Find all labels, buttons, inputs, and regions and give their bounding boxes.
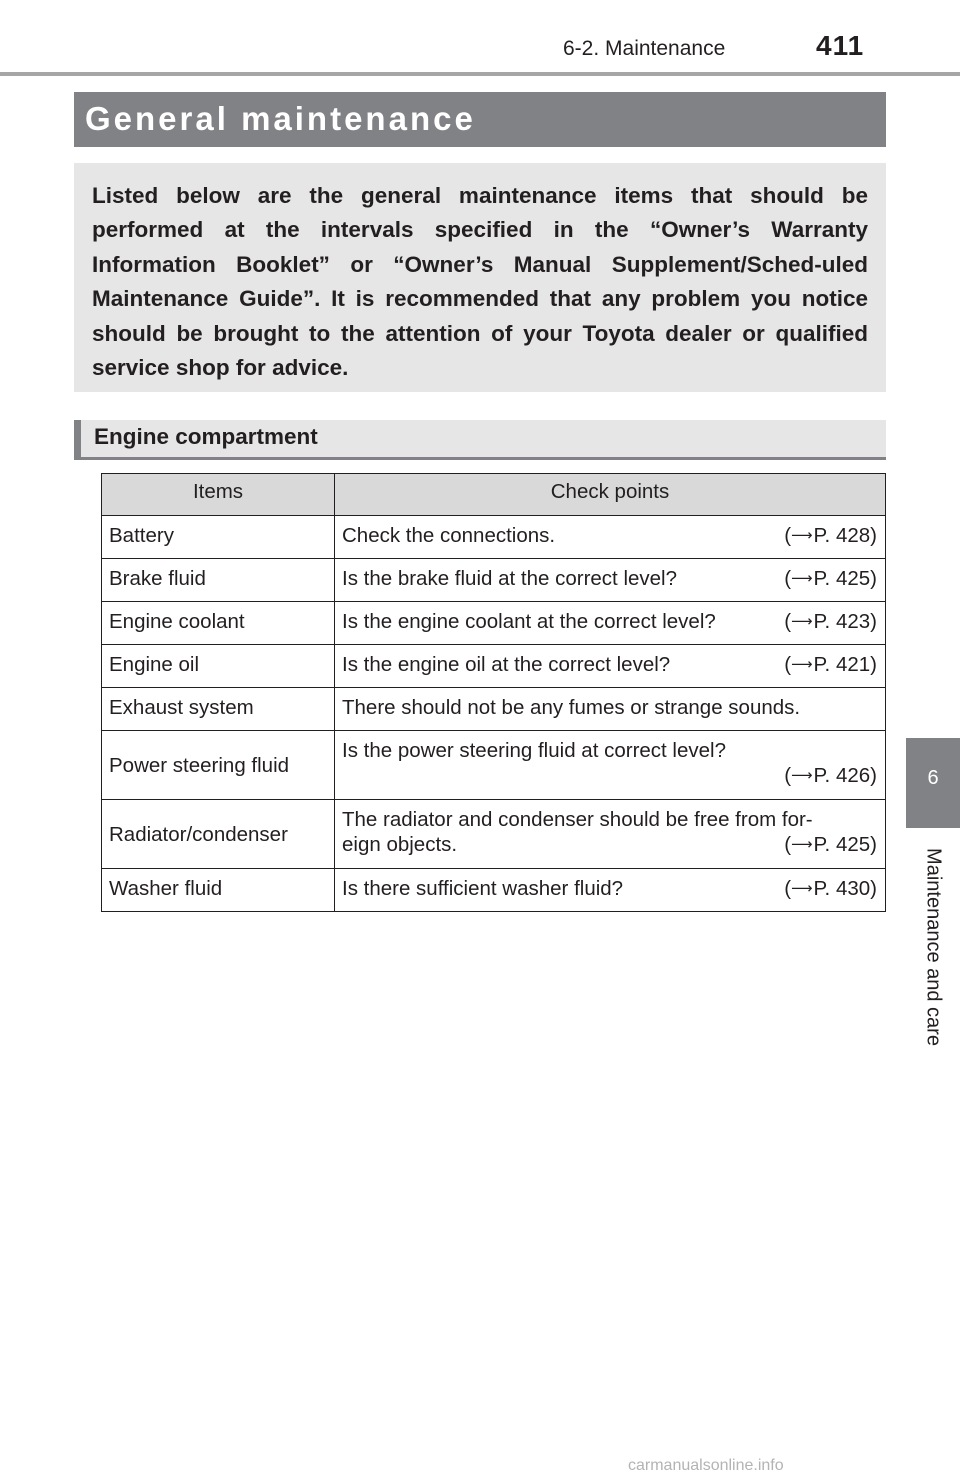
check-text: Is the brake fluid at the correct level? bbox=[342, 567, 678, 590]
check-cell bbox=[335, 688, 886, 731]
page-reference: (⟶P. 425) bbox=[784, 833, 877, 856]
check-text: Is the power steering fluid at correct level? bbox=[342, 739, 726, 762]
arrow-right-icon: ⟶ bbox=[791, 570, 813, 587]
table-row bbox=[102, 688, 886, 731]
check-cell bbox=[335, 559, 886, 602]
watermark: carmanualsonline.info bbox=[628, 1457, 784, 1474]
table-row bbox=[102, 516, 886, 559]
check-text: Is the engine oil at the correct level? bbox=[342, 653, 671, 676]
page-reference: (⟶P. 421) bbox=[784, 653, 877, 676]
chapter-label: Maintenance and care bbox=[922, 848, 945, 1046]
item-cell: Washer fluid bbox=[102, 869, 335, 912]
check-cell bbox=[335, 645, 886, 688]
page-reference: (⟶P. 423) bbox=[784, 610, 877, 633]
item-cell: Battery bbox=[102, 516, 335, 559]
item-cell: Engine oil bbox=[102, 645, 335, 688]
arrow-right-icon: ⟶ bbox=[791, 656, 813, 673]
page-reference: (⟶P. 426) bbox=[784, 764, 877, 787]
column-header-items: Items bbox=[102, 474, 335, 516]
page-reference: (⟶P. 425) bbox=[784, 567, 877, 590]
table-row bbox=[102, 559, 886, 602]
check-cell bbox=[335, 800, 886, 869]
item-cell: Radiator/condenser bbox=[102, 800, 335, 869]
intro-box bbox=[74, 163, 886, 392]
check-cell bbox=[335, 602, 886, 645]
table-row bbox=[102, 602, 886, 645]
arrow-right-icon: ⟶ bbox=[791, 527, 813, 544]
subsection-underline bbox=[74, 457, 886, 460]
header-rule bbox=[0, 72, 960, 76]
table-row bbox=[102, 645, 886, 688]
check-cell bbox=[335, 731, 886, 800]
arrow-right-icon: ⟶ bbox=[791, 880, 813, 897]
page-reference: (⟶P. 428) bbox=[784, 524, 877, 547]
arrow-right-icon: ⟶ bbox=[791, 836, 813, 853]
page-header bbox=[0, 0, 960, 76]
table-row bbox=[102, 731, 886, 800]
chapter-tab bbox=[906, 738, 960, 828]
item-cell: Brake fluid bbox=[102, 559, 335, 602]
title-bar bbox=[74, 92, 886, 147]
check-text: Check the connections. bbox=[342, 524, 556, 547]
subsection-title: Engine compartment bbox=[94, 424, 318, 449]
table-header-row bbox=[102, 474, 886, 516]
page-reference: (⟶P. 430) bbox=[784, 877, 877, 900]
check-text: There should not be any fumes or strange sounds. bbox=[342, 696, 801, 719]
intro-text: Listed below are the general maintenance items that should be performed at the intervals specified in the “Owner’s Warranty Information Booklet” or “Owner’s Manual Supplement/Sched-uled Maintenance Guide”. It is recommended that any problem you notice should be brought to the attention of your Toyota dealer or qualified service shop for advice. bbox=[92, 183, 868, 381]
check-text: Is there sufficient washer fluid? bbox=[342, 877, 624, 900]
check-cell bbox=[335, 869, 886, 912]
arrow-right-icon: ⟶ bbox=[791, 767, 813, 784]
table-row bbox=[102, 800, 886, 869]
item-cell: Power steering fluid bbox=[102, 731, 335, 800]
page-number: 411 bbox=[816, 30, 865, 61]
table-row bbox=[102, 869, 886, 912]
check-cell bbox=[335, 516, 886, 559]
item-cell: Exhaust system bbox=[102, 688, 335, 731]
check-text: Is the engine coolant at the correct level? bbox=[342, 610, 716, 633]
subsection-accent bbox=[74, 420, 81, 460]
item-cell: Engine coolant bbox=[102, 602, 335, 645]
chapter-number: 6 bbox=[927, 767, 939, 789]
arrow-right-icon: ⟶ bbox=[791, 613, 813, 630]
subsection-header bbox=[74, 420, 886, 460]
page-title: General maintenance bbox=[85, 100, 476, 137]
maintenance-table bbox=[101, 473, 886, 912]
section-reference: 6-2. Maintenance bbox=[563, 37, 726, 60]
check-text-line-1: The radiator and condenser should be free from for- bbox=[342, 808, 813, 831]
check-text-line-2: eign objects. bbox=[342, 833, 458, 856]
column-header-check-points: Check points bbox=[335, 474, 886, 516]
